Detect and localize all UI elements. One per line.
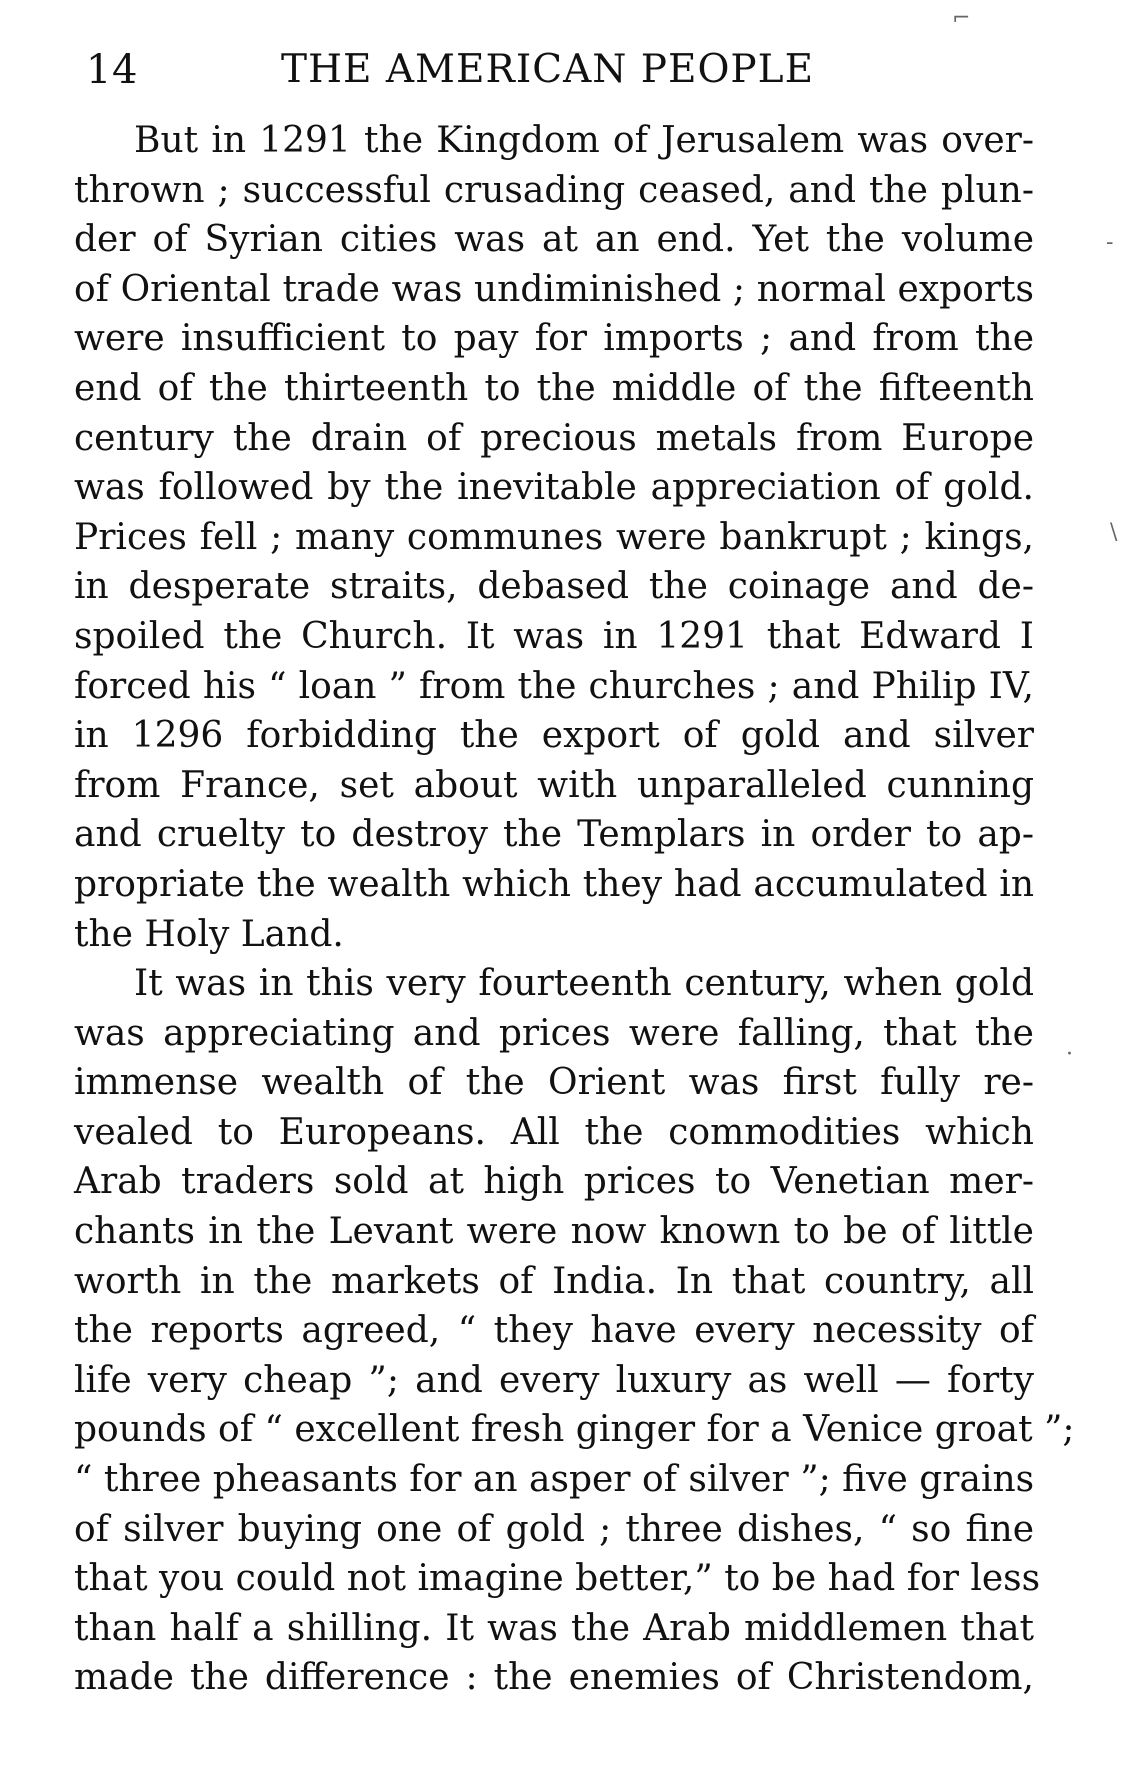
text-line: of Oriental trade was undiminished ; normal exports <box>74 268 1034 310</box>
text-line: Arab traders sold at high prices to Venetian mer- <box>74 1161 1034 1203</box>
text-line: in 1296 forbidding the export of gold and silver <box>74 715 1034 757</box>
paragraph-2 <box>74 959 1075 1703</box>
text-line: the Holy Land. <box>74 913 344 955</box>
text-line: But in 1291 the Kingdom of Jerusalem was over- <box>134 120 1034 161</box>
text-line: propriate the wealth which they had accumulated in <box>74 863 1034 905</box>
text-line: century the drain of precious metals from Europe <box>74 417 1034 459</box>
text-line: the reports agreed, “ they have every necessity of <box>74 1310 1034 1352</box>
text-line: Prices fell ; many communes were bankrupt ; kings, <box>74 516 1034 558</box>
text-line: life very cheap ”; and every luxury as well — forty <box>74 1359 1034 1401</box>
text-line: than half a shilling. It was the Arab middlemen that <box>74 1607 1034 1649</box>
text-line: worth in the markets of India. In that country, all <box>74 1260 1034 1302</box>
running-title: THE AMERICAN PEOPLE <box>281 47 815 92</box>
text-line: pounds of “ excellent fresh ginger for a Venice groat ”; <box>74 1409 1075 1451</box>
page-speck: - <box>1106 230 1114 255</box>
text-line: end of the thirteenth to the middle of the fifteenth <box>74 367 1034 409</box>
page-speck: ⌐ <box>952 6 971 31</box>
text-line: vealed to Europeans. All the commodities which <box>74 1111 1034 1153</box>
text-line: spoiled the Church. It was in 1291 that Edward I <box>74 615 1034 657</box>
text-line: made the difference : the enemies of Christendom, <box>74 1657 1034 1699</box>
text-line: was followed by the inevitable appreciation of gold. <box>74 467 1034 509</box>
body-text <box>74 116 1075 1703</box>
page-number: 14 <box>86 47 138 93</box>
text-line: were insufficient to pay for imports ; and from the <box>74 318 1034 360</box>
page-speck: · <box>1066 1042 1073 1067</box>
text-line: from France, set about with unparalleled cunning <box>74 764 1034 806</box>
text-line: “ three pheasants for an asper of silver ”; five grains <box>74 1459 1035 1501</box>
text-line: der of Syrian cities was at an end. Yet the volume <box>74 219 1034 261</box>
text-line: thrown ; successful crusading ceased, and the plun- <box>74 169 1034 211</box>
page-header <box>86 42 1036 98</box>
text-line: It was in this very fourteenth century, when gold <box>134 963 1034 1005</box>
text-line: chants in the Levant were now known to be of little <box>74 1211 1034 1253</box>
text-line: and cruelty to destroy the Templars in order to ap- <box>74 814 1034 856</box>
text-line: of silver buying one of gold ; three dishes, “ so fine <box>74 1508 1034 1550</box>
text-line: forced his “ loan ” from the churches ; and Philip IV, <box>74 665 1034 707</box>
text-line: was appreciating and prices were falling, that the <box>74 1012 1034 1054</box>
text-line: immense wealth of the Orient was first fully re- <box>74 1062 1034 1104</box>
text-line: that you could not imagine better,” to be had for less <box>74 1558 1041 1600</box>
page-speck: \ <box>1110 520 1118 545</box>
paragraph-1 <box>74 116 1034 959</box>
text-line: in desperate straits, debased the coinage and de- <box>74 566 1034 608</box>
